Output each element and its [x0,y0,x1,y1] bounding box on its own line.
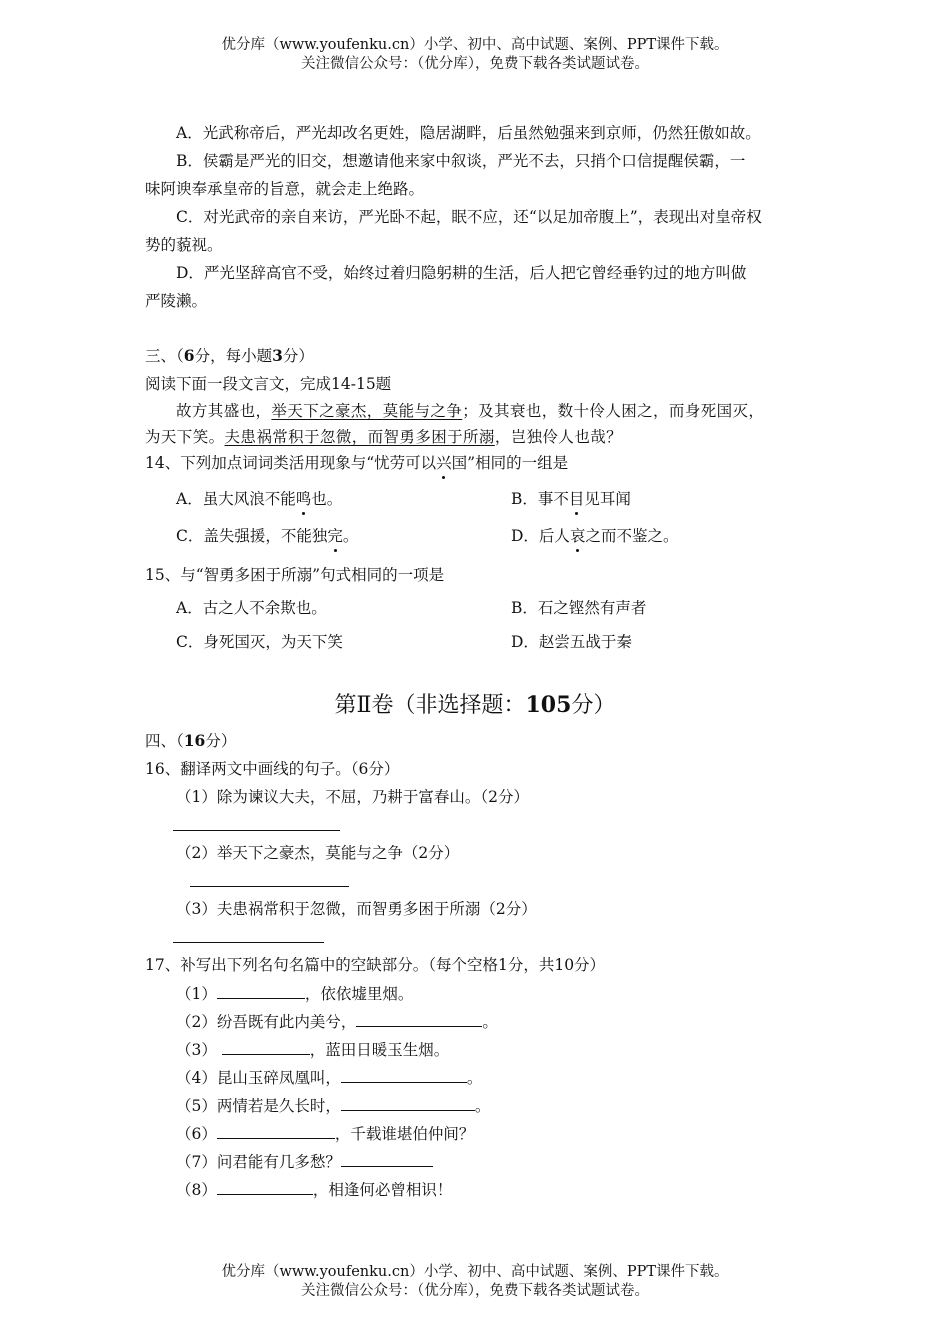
q15-option-b: B．石之铿然有声者 [511,599,647,617]
q14-option-d [511,525,678,547]
q14-c-pre: C．盖失强援，不能独 [176,527,328,545]
part2-title-post: 分） [571,693,616,718]
q14-c-post: 。 [342,527,359,545]
q17-item-1-post: ，依依墟里烟。 [304,985,414,1003]
q17-item-6 [176,1122,474,1145]
q15-option-a: A．古之人不余欺也。 [176,599,327,617]
q14-b-post: 见耳闻 [584,490,631,508]
header-line-2: 关注微信公众号：（优分库），免费下载各类试题试卷。 [301,56,649,72]
q13-option-b-line1: B．侯霸是严光的旧交，想邀请他来家中叙谈，严光不去，只捎个口信提醒侯霸，一 [176,152,746,170]
footer-line-1: 优分库（www.youfenku.cn）小学、初中、高中试题、案例、PPT课件下载。 [221,1264,729,1280]
q14-b-dotted-word: 目 [568,490,585,508]
section3-heading-post: 分） [282,347,314,365]
q13-option-c-line2: 势的藐视。 [145,236,223,254]
q13-option-d-line2: 严陵濑。 [145,292,208,310]
passage-text-b: ；及其衰也，数十伶人困之，而身死国灭， [462,402,765,420]
q14-c-dotted-word: 完 [327,527,343,545]
q17-item-4-pre: （4）昆山玉碎凤凰叫， [176,1069,341,1087]
q17-item-2-pre: （2）纷吾既有此内美兮， [176,1013,357,1031]
section3-score-each: 3 [272,346,283,365]
q16-answer-line-1[interactable] [173,830,340,831]
q17-item-8-pre: （8） [176,1181,217,1199]
section3-heading-mid: 分，每小题 [194,347,273,365]
q17-item-7 [176,1150,433,1173]
q17-item-2-post: 。 [482,1013,498,1031]
q14-a-dotted-word: 鸣 [295,490,312,508]
q14-stem [145,452,568,474]
q17-stem: 17、补写出下列名句名篇中的空缺部分。（每个空格1分，共10分） [145,956,606,974]
q16-sentence-3: （3）夫患祸常积于忽微，而智勇多困于所溺（2分） [176,900,537,918]
passage-text-d: ，岂独伶人也哉？ [494,428,623,446]
passage-underlined-1: 举天下之豪杰，莫能与之争 [271,402,463,420]
q17-item-6-pre: （6） [176,1125,217,1143]
q14-option-c [176,525,358,547]
part2-title-score: 105 [525,692,572,718]
q14-d-pre: D．后人 [511,527,570,545]
q17-item-2 [176,1010,498,1033]
q15-option-c: C．身死国灭，为天下笑 [176,633,343,651]
q15-option-d: D．赵尝五战于秦 [511,633,632,651]
q17-blank-7[interactable] [341,1150,433,1167]
passage-line-2 [145,426,622,448]
section4-heading-pre: 四、（ [145,732,184,750]
q17-item-8-post: ，相逢何必曾相识！ [312,1181,453,1199]
q17-item-4 [176,1066,482,1089]
section3-instruction: 阅读下面一段文言文，完成14-15题 [145,375,392,393]
section4-score: 16 [183,731,206,750]
q14-option-b [511,488,631,510]
q14-d-post: 之而不鉴之。 [585,527,679,545]
q17-blank-5[interactable] [341,1094,475,1111]
q13-option-c-line1: C．对光武帝的亲自来访，严光卧不起，眠不应，还“以足加帝腹上”，表现出对皇帝权 [176,208,762,226]
header-line-1: 优分库（www.youfenku.cn）小学、初中、高中试题、案例、PPT课件下载。 [221,37,729,53]
part2-title-pre: 第Ⅱ卷（非选择题： [334,693,526,718]
q16-stem: 16、翻译两文中画线的句子。（6分） [145,760,400,778]
q13-option-a: A．光武称帝后，严光却改名更姓，隐居湖畔，后虽然勉强来到京师，仍然狂傲如故。 [176,124,761,142]
q16-answer-line-2[interactable] [190,886,349,887]
q17-item-5 [176,1094,490,1117]
q17-blank-1[interactable] [217,982,305,999]
footer-line-2: 关注微信公众号：（优分库），免费下载各类试题试卷。 [301,1283,649,1299]
q17-item-1-pre: （1） [176,985,217,1003]
passage-text-c: 为天下笑。 [145,428,225,446]
q16-answer-line-3[interactable] [173,942,324,943]
q17-blank-8[interactable] [217,1178,313,1195]
q14-option-a [176,488,342,510]
passage-line-1 [176,400,764,422]
q17-item-8 [176,1178,452,1201]
q17-item-5-pre: （5）两情若是久长时， [176,1097,341,1115]
q16-sentence-1: （1）除为谏议大夫，不屈，乃耕于富春山。（2分） [176,788,529,806]
q17-item-7-pre: （7）问君能有几多愁？ [176,1153,341,1171]
passage-underlined-2: 夫患祸常积于忽微，而智勇多困于所溺 [224,428,495,446]
q17-blank-2[interactable] [356,1010,482,1027]
section4-heading-post: 分） [205,732,237,750]
q17-blank-4[interactable] [341,1066,467,1083]
q14-d-dotted-word: 哀 [569,527,586,545]
q17-item-6-post: ，千载谁堪伯仲间？ [334,1125,475,1143]
section3-heading [145,345,314,367]
q17-item-3-pre: （3） [176,1041,222,1059]
passage-text-a: 故方其盛也， [176,402,272,420]
q14-a-post: 也。 [311,490,343,508]
q16-sentence-2: （2）举天下之豪杰，莫能与之争（2分） [176,844,460,862]
q15-stem: 15、与“智勇多困于所溺”句式相同的一项是 [145,566,445,584]
q17-item-3-post: ，蓝田日暖玉生烟。 [309,1041,450,1059]
q14-stem-dotted-word: 兴 [436,454,452,472]
q17-item-4-post: 。 [466,1069,483,1087]
q17-blank-6[interactable] [217,1122,335,1139]
section3-score: 6 [183,346,195,365]
q17-item-3 [176,1038,449,1061]
q14-stem-post: 国”相同的一组是 [451,454,569,472]
section4-heading [145,730,236,752]
q13-option-b-line2: 味阿谀奉承皇帝的旨意，就会走上绝路。 [145,180,425,198]
section3-heading-pre: 三、（ [145,347,184,365]
part2-title [0,691,950,720]
q13-option-d-line1: D．严光坚辞高官不受，始终过着归隐躬耕的生活，后人把它曾经垂钓过的地方叫做 [176,264,747,282]
q17-item-1 [176,982,413,1005]
q17-item-5-post: 。 [474,1097,491,1115]
q14-stem-pre: 14、下列加点词词类活用现象与“忧劳可以 [145,454,437,472]
q14-b-pre: B．事不 [511,490,569,508]
q14-a-pre: A．虽大风浪不能 [176,490,296,508]
q17-blank-3[interactable] [222,1038,310,1055]
